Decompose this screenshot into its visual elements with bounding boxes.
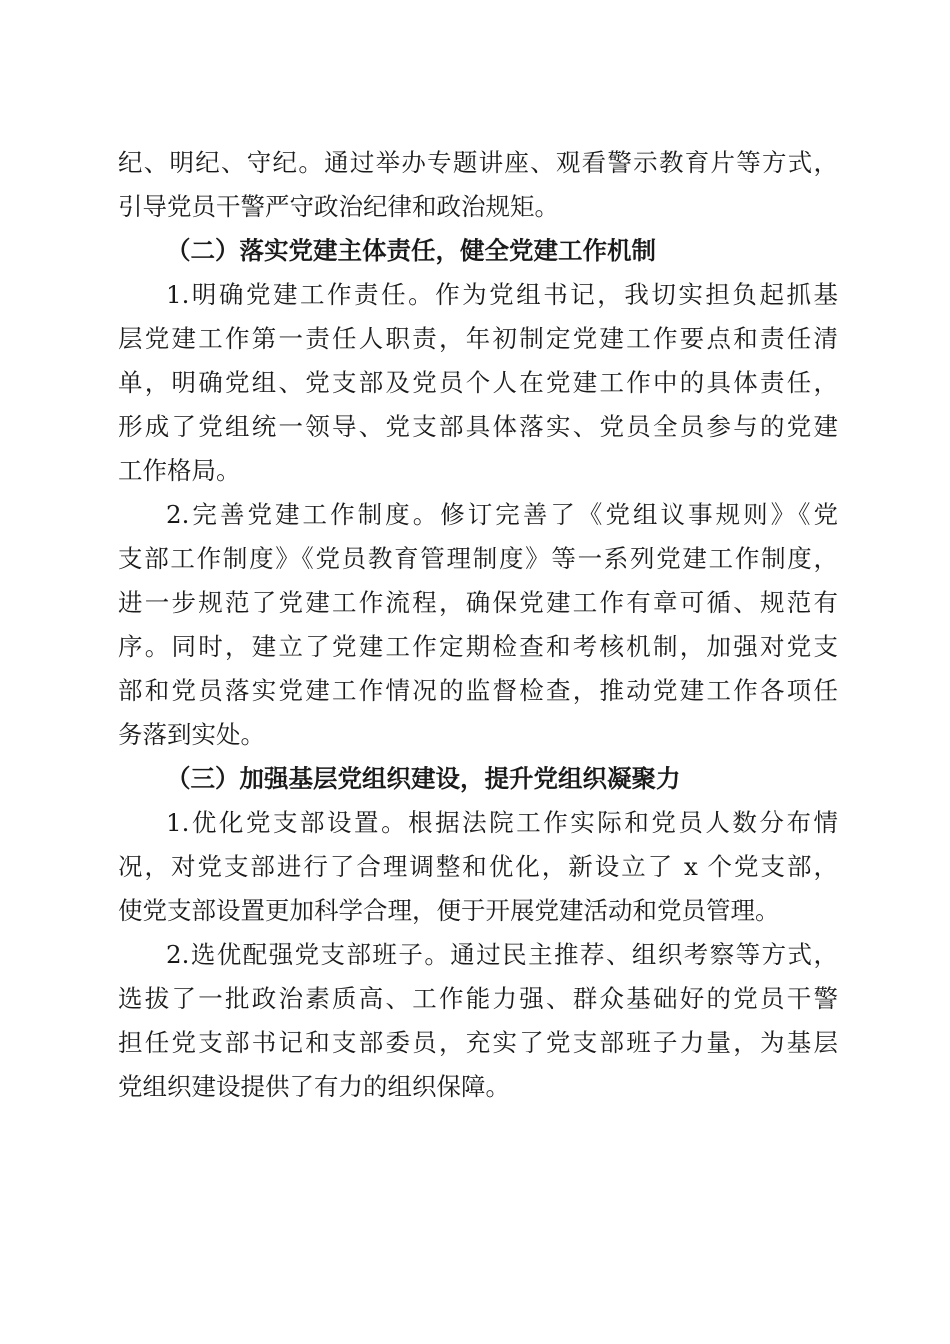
paragraph-line: 形成了党组统一领导、党支部具体落实、党员全员参与的党建 <box>118 412 838 441</box>
section-heading: （二）落实党建主体责任，健全党建工作机制 <box>166 236 656 265</box>
paragraph-line: 纪、明纪、守纪。通过举办专题讲座、观看警示教育片等方式， <box>118 148 838 177</box>
paragraph-line: 支部工作制度》《党员教育管理制度》等一系列党建工作制度， <box>118 544 838 573</box>
paragraph-line: 党组织建设提供了有力的组织保障。 <box>118 1072 510 1101</box>
paragraph-line: 单，明确党组、党支部及党员个人在党建工作中的具体责任， <box>118 368 838 397</box>
paragraph-line: 进一步规范了党建工作流程，确保党建工作有章可循、规范有 <box>118 588 838 617</box>
paragraph-line: 2.选优配强党支部班子。通过民主推荐、组织考察等方式， <box>166 940 838 969</box>
paragraph-line: 部和党员落实党建工作情况的监督检查，推动党建工作各项任 <box>118 676 838 705</box>
paragraph-line: 工作格局。 <box>118 456 241 485</box>
section-heading: （三）加强基层党组织建设，提升党组织凝聚力 <box>166 764 681 793</box>
paragraph-line: 2.完善党建工作制度。修订完善了《党组议事规则》《党 <box>166 500 838 529</box>
document-page <box>118 141 838 1109</box>
paragraph-line: 使党支部设置更加科学合理，便于开展党建活动和党员管理。 <box>118 896 780 925</box>
paragraph-line: 担任党支部书记和支部委员，充实了党支部班子力量，为基层 <box>118 1028 838 1057</box>
paragraph-line: 1.优化党支部设置。根据法院工作实际和党员人数分布情 <box>166 808 838 837</box>
paragraph-line: 引导党员干警严守政治纪律和政治规矩。 <box>118 192 559 221</box>
paragraph-line: 序。同时，建立了党建工作定期检查和考核机制，加强对党支 <box>118 632 838 661</box>
paragraph-line: 务落到实处。 <box>118 720 265 749</box>
paragraph-line: 选拔了一批政治素质高、工作能力强、群众基础好的党员干警 <box>118 984 838 1013</box>
paragraph-line: 况，对党支部进行了合理调整和优化，新设立了 x 个党支部， <box>118 852 838 881</box>
paragraph-line: 1.明确党建工作责任。作为党组书记，我切实担负起抓基 <box>166 280 838 309</box>
paragraph-line: 层党建工作第一责任人职责，年初制定党建工作要点和责任清 <box>118 324 838 353</box>
